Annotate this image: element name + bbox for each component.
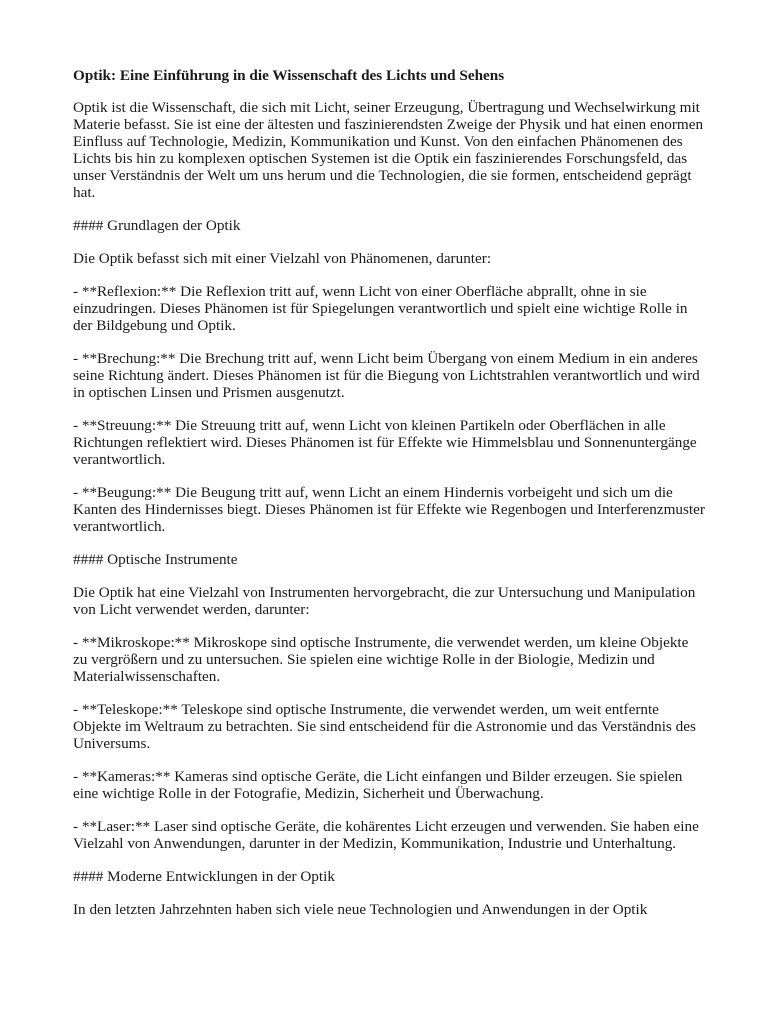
section-heading-moderne: #### Moderne Entwicklungen in der Optik (73, 868, 335, 885)
document-page (73, 67, 705, 934)
intro-paragraph: Optik ist die Wissenschaft, die sich mit Licht, seiner Erzeugung, Übertragung und Wechselwirkung mit Materie befasst. Sie ist eine der ältesten und faszinierendsten Zweige der Physik und hat einen enormen Einfluss auf Technologie, Medizin, Kommunikation und Kunst. Von den einfachen Phänomenen des Lichts bis hin zu komplexen optischen Systemen ist die Optik ein faszinierendes Forschungsfeld, das unser Verständnis der Welt um uns herum und die Technologien, die sie formen, entscheidend geprägt hat. (73, 99, 704, 201)
list-item-streuung: - **Streuung:** Die Streuung tritt auf, wenn Licht von kleinen Partikeln oder Oberflächen in alle Richtungen reflektiert wird. Dieses Phänomen ist für Effekte wie Himmelsblau und Sonnenuntergänge verantwortlich. (73, 417, 697, 468)
list-item-kameras: - **Kameras:** Kameras sind optische Geräte, die Licht einfangen und Bilder erzeugen. Sie spielen eine wichtige Rolle in der Fotografie, Medizin, Sicherheit und Überwachung. (73, 768, 683, 802)
list-item-brechung: - **Brechung:** Die Brechung tritt auf, wenn Licht beim Übergang von einem Medium in ein anderes seine Richtung ändert. Dieses Phänomen ist für die Biegung von Lichtstrahlen verantwortlich und wird in optischen Linsen und Prismen ausgenutzt. (73, 350, 700, 401)
list-item-laser: - **Laser:** Laser sind optische Geräte, die kohärentes Licht erzeugen und verwenden. Sie haben eine Vielzahl von Anwendungen, darunter in der Medizin, Kommunikation, Industrie und Unterhaltung. (73, 818, 699, 852)
document-title: Optik: Eine Einführung in die Wissenschaft des Lichts und Sehens (73, 67, 505, 84)
paragraph: Die Optik hat eine Vielzahl von Instrumenten hervorgebracht, die zur Untersuchung und Manipulation von Licht verwendet werden, darunter: (73, 584, 696, 618)
list-item-teleskope: - **Teleskope:** Teleskope sind optische Instrumente, die verwendet werden, um weit entfernte Objekte im Weltraum zu betrachten. Sie sind entscheidend für die Astronomie und das Verständnis des Universums. (73, 701, 696, 752)
list-item-reflexion: - **Reflexion:** Die Reflexion tritt auf, wenn Licht von einer Oberfläche abprallt, ohne in sie einzudringen. Dieses Phänomen ist für Spiegelungen verantwortlich und spielt eine wichtige Rolle in der Bildgebung und Optik. (73, 283, 688, 334)
list-item-beugung: - **Beugung:** Die Beugung tritt auf, wenn Licht an einem Hindernis vorbeigeht und sich um die Kanten des Hindernisses biegt. Dieses Phänomen ist für Effekte wie Regenbogen und Interferenzmuster verantwortlich. (73, 484, 705, 535)
paragraph: In den letzten Jahrzehnten haben sich viele neue Technologien und Anwendungen in der Optik (73, 901, 648, 918)
paragraph: Die Optik befasst sich mit einer Vielzahl von Phänomenen, darunter: (73, 250, 492, 267)
section-heading-grundlagen: #### Grundlagen der Optik (73, 217, 241, 234)
list-item-mikroskope: - **Mikroskope:** Mikroskope sind optische Instrumente, die verwendet werden, um kleine Objekte zu vergrößern und zu untersuchen. Sie spielen eine wichtige Rolle in der Biologie, Medizin und Materialwissenschaften. (73, 634, 689, 685)
section-heading-instrumente: #### Optische Instrumente (73, 551, 238, 568)
